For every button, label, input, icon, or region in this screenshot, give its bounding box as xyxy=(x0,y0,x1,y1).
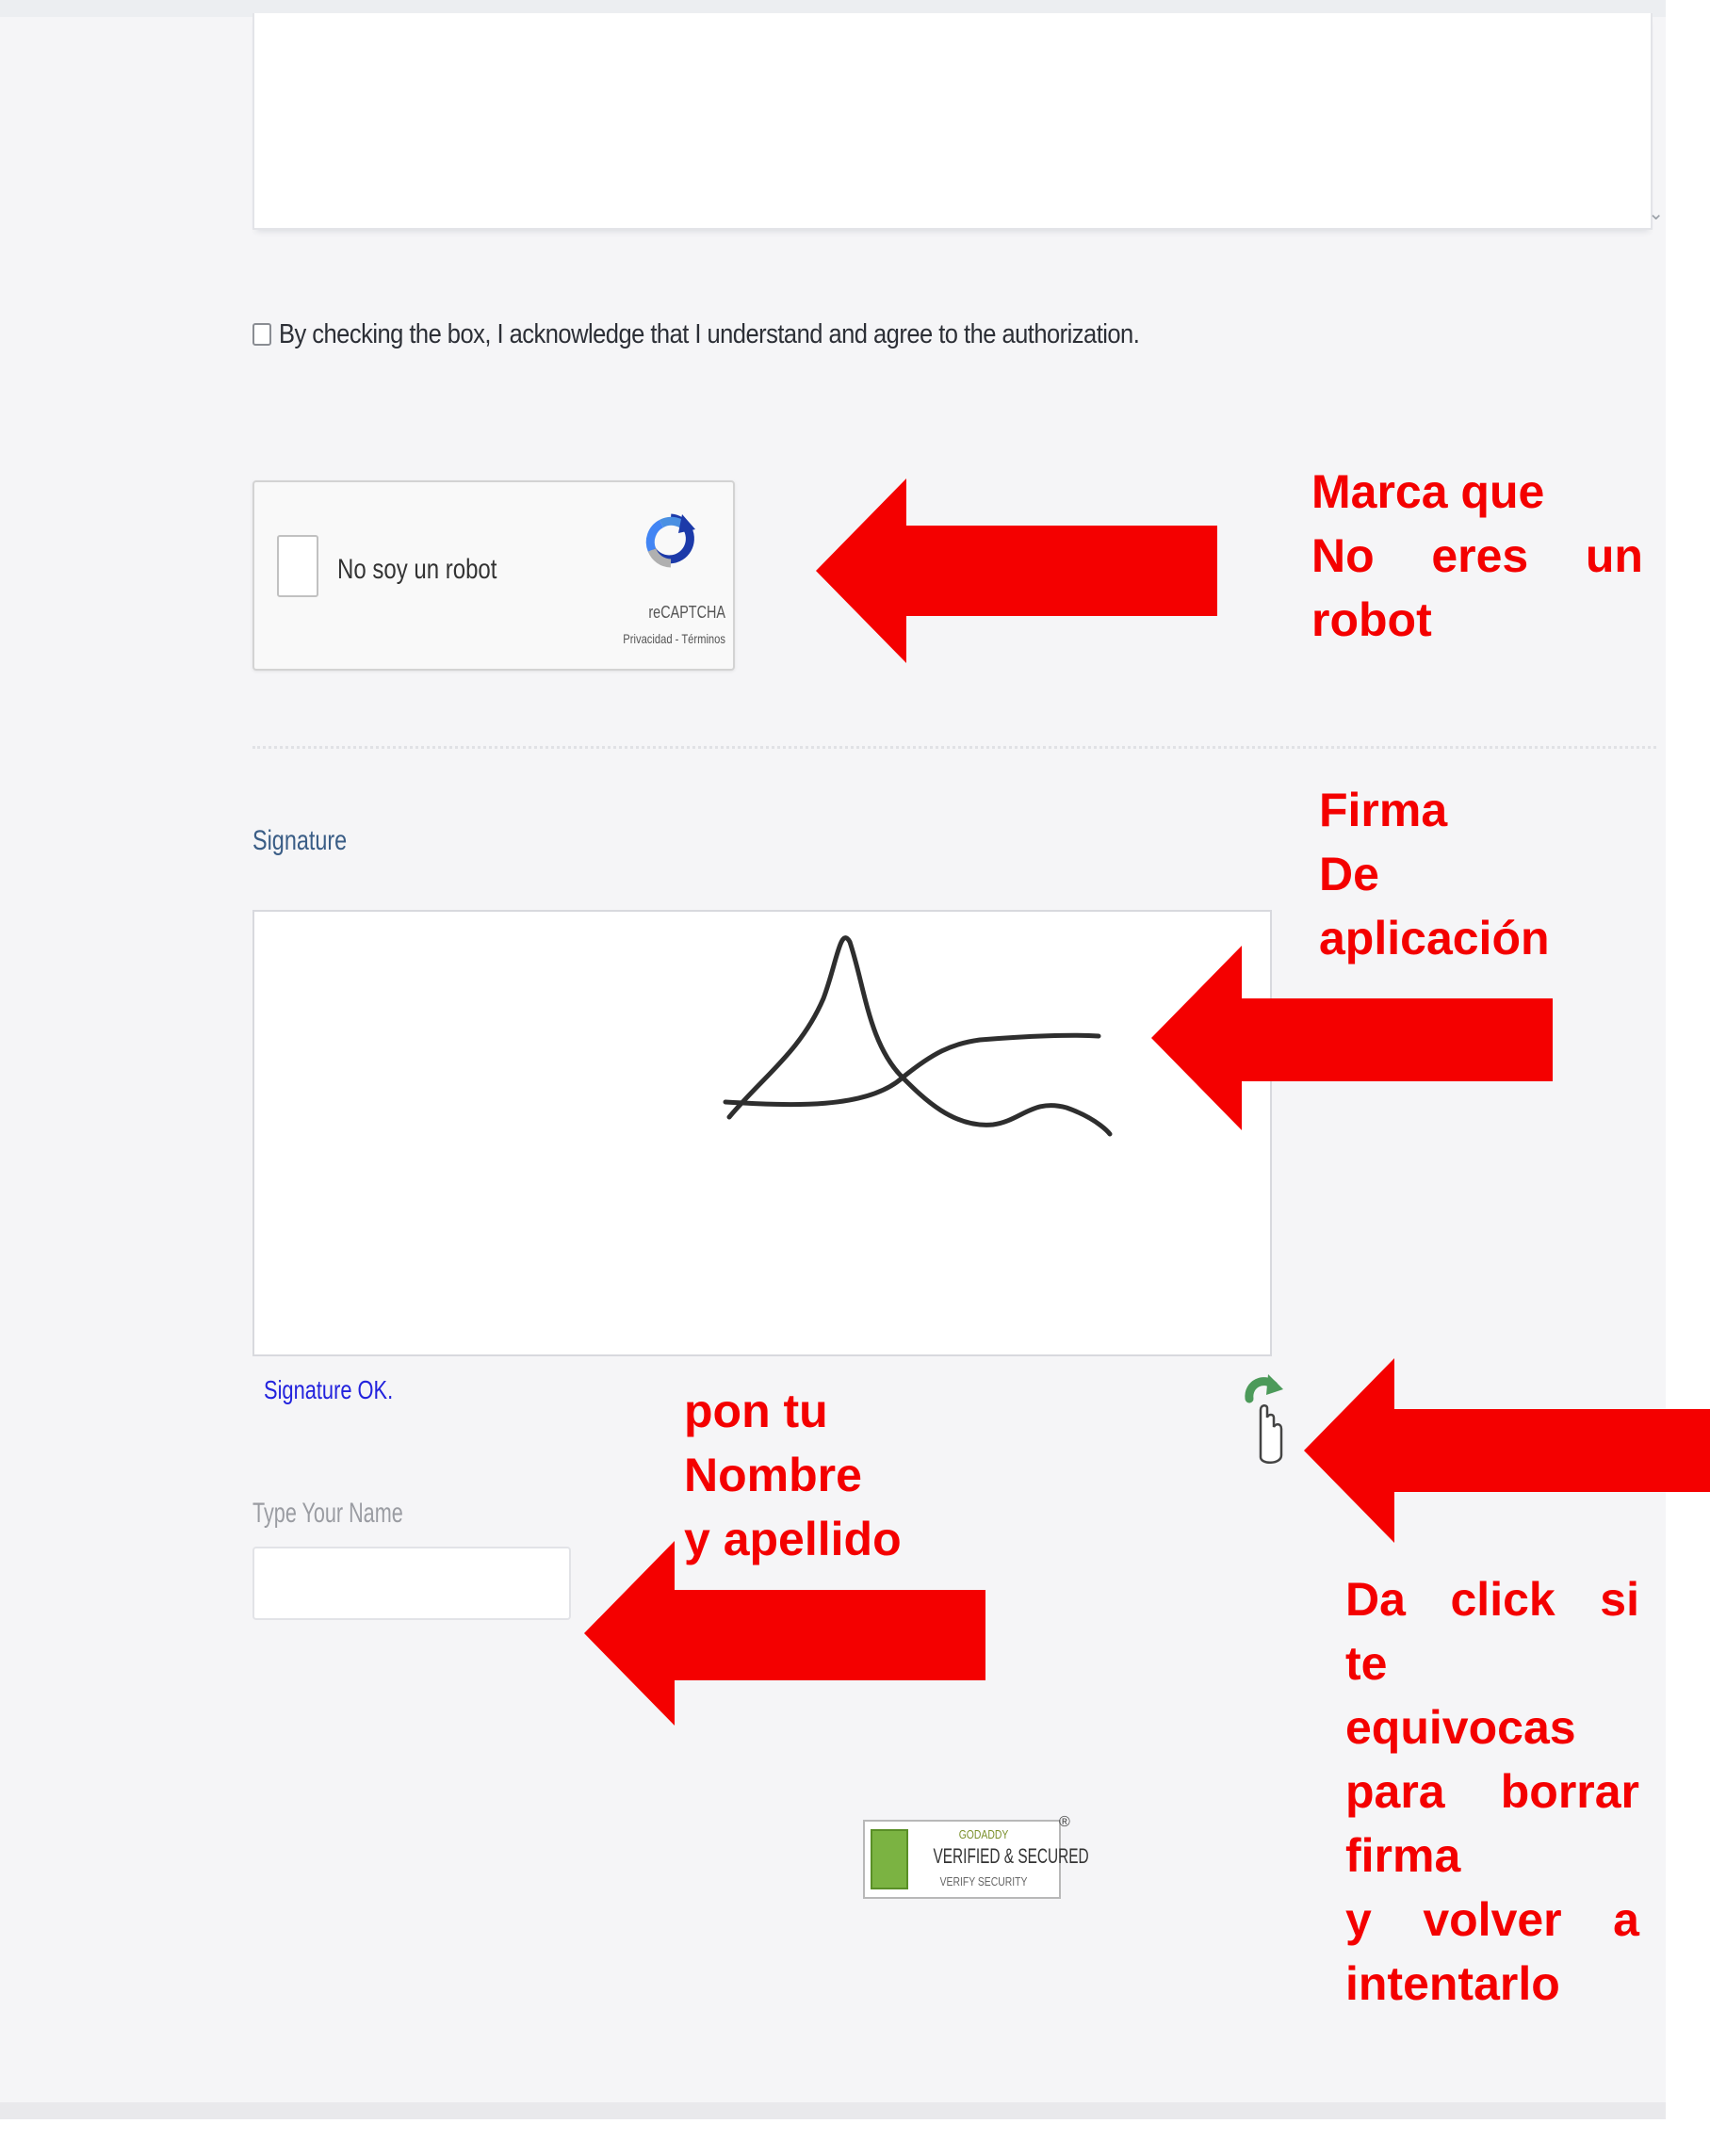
recaptcha-links[interactable]: Privacidad - Términos xyxy=(623,631,725,646)
right-gutter xyxy=(1666,0,1710,2156)
consent-text: By checking the box, I acknowledge that I understand and agree to the authorization. xyxy=(279,318,1140,349)
seal-brand: GODADDY xyxy=(958,1827,1009,1841)
section-divider xyxy=(252,746,1656,749)
recaptcha-label: No soy un robot xyxy=(337,554,497,585)
name-input[interactable] xyxy=(252,1547,571,1620)
left-arrow-icon xyxy=(1304,1358,1710,1543)
seal-registered-mark: ® xyxy=(1059,1814,1070,1830)
hand-cursor-icon xyxy=(1261,1405,1281,1463)
consent-row xyxy=(252,316,1257,353)
annotation-nombre: pon tu Nombre y apellido xyxy=(684,1385,902,1565)
signature-pad[interactable] xyxy=(252,910,1272,1356)
clear-signature-icon[interactable] xyxy=(1236,1370,1289,1468)
seal-sub-text: VERIFY SECURITY xyxy=(939,1874,1028,1889)
signature-status: Signature OK. xyxy=(264,1375,394,1404)
recaptcha-logo-icon xyxy=(641,509,701,593)
annotation-borrar: Da click si te equivocas para borrar firma y volver a intentarlo xyxy=(1345,1573,1639,2010)
bottom-border xyxy=(0,2102,1666,2119)
lock-icon xyxy=(871,1829,908,1889)
recaptcha-checkbox[interactable] xyxy=(277,535,318,597)
authorization-textarea[interactable] xyxy=(252,13,1664,230)
seal-main-text: VERIFIED & SECURED xyxy=(933,1844,1089,1868)
resize-handle-icon[interactable]: ⌄ xyxy=(1648,203,1664,224)
signature-stroke xyxy=(254,912,1274,1358)
signature-label: Signature xyxy=(252,825,348,856)
annotation-robot: Marca que No eres un robot xyxy=(1311,465,1643,646)
left-arrow-icon xyxy=(1151,946,1553,1130)
name-label: Type Your Name xyxy=(252,1498,403,1529)
recaptcha-widget xyxy=(252,480,735,671)
godaddy-seal[interactable] xyxy=(863,1820,1089,1899)
annotation-firma: Firma De aplicación xyxy=(1319,784,1550,965)
left-arrow-icon xyxy=(816,478,1217,663)
consent-checkbox[interactable] xyxy=(252,323,271,346)
recaptcha-brand: reCAPTCHA xyxy=(648,603,725,622)
